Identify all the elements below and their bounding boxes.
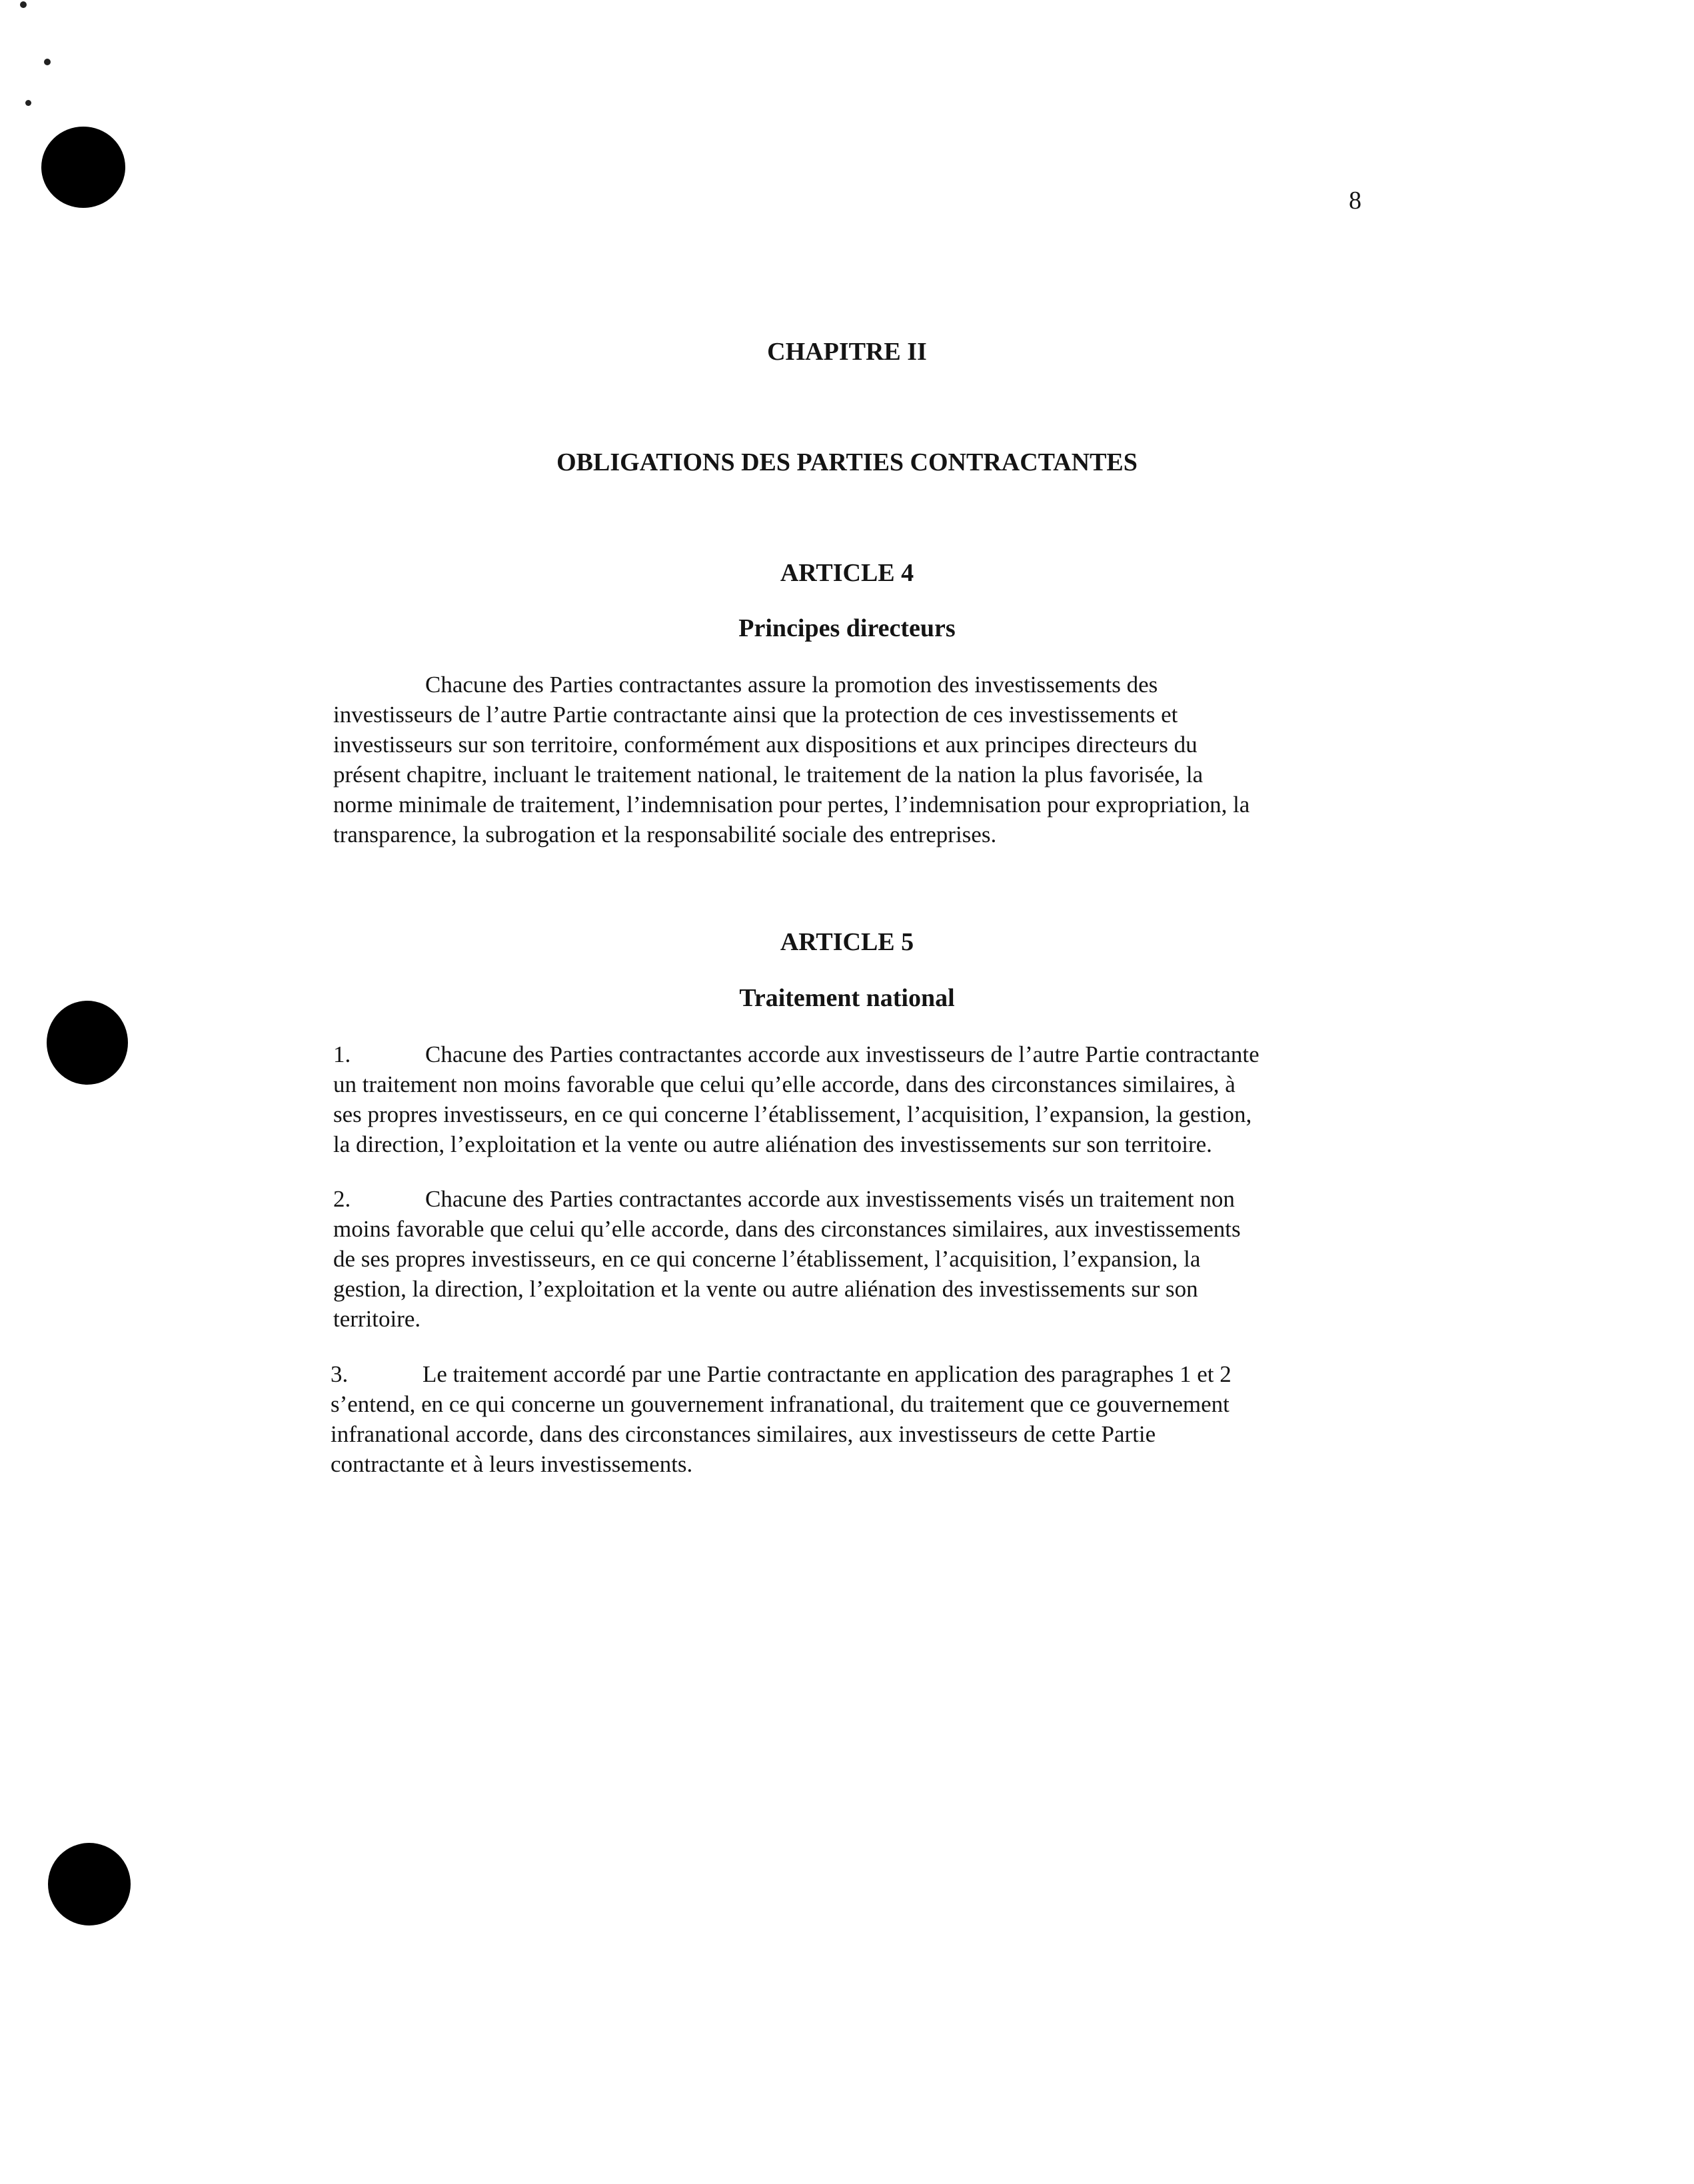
article-4-paragraph [333, 670, 1373, 849]
speck [44, 59, 51, 65]
text-line: infranational accorde, dans des circonstances similaires, aux investisseurs de cette Partie [331, 1421, 1156, 1447]
text-line: gestion, la direction, l’exploitation et la vente ou autre aliénation des investissements sur son [333, 1276, 1198, 1302]
text-line: transparence, la subrogation et la responsabilité sociale des entreprises. [333, 821, 997, 847]
article-4-title: ARTICLE 4 [780, 559, 914, 587]
text-line: de ses propres investisseurs, en ce qui concerne l’établissement, l’acquisition, l’expansion, la [333, 1246, 1201, 1272]
article-5-paragraph-2 [333, 1184, 1373, 1334]
article-5-paragraph-1 [333, 1039, 1373, 1159]
text-line: ses propres investisseurs, en ce qui concerne l’établissement, l’acquisition, l’expansion, la gestion, [333, 1101, 1252, 1127]
text-line: 3. Le traitement accordé par une Partie contractante en application des paragraphes 1 et 2 [331, 1359, 1370, 1389]
paragraph-number: 2. [333, 1186, 351, 1212]
speck [20, 1, 27, 8]
text-line: présent chapitre, incluant le traitement national, le traitement de la nation la plus favorisée, la [333, 762, 1204, 788]
text-line: moins favorable que celui qu’elle accorde, dans des circonstances similaires, aux investissements [333, 1216, 1241, 1242]
text-line: norme minimale de traitement, l’indemnisation pour pertes, l’indemnisation pour expropriation, la [333, 792, 1250, 818]
punch-hole-top [41, 127, 125, 208]
text-line: territoire. [333, 1306, 421, 1332]
paragraph-number: 3. [331, 1361, 349, 1387]
article-5-paragraph-3 [331, 1359, 1370, 1479]
text-line: investisseurs de l’autre Partie contractante ainsi que la protection de ces investissements et [333, 702, 1178, 728]
text-line: investisseurs sur son territoire, conformément aux dispositions et aux principes directeurs du [333, 732, 1198, 758]
speck [25, 100, 31, 106]
chapter-subtitle: OBLIGATIONS DES PARTIES CONTRACTANTES [556, 448, 1138, 476]
text-line: la direction, l’exploitation et la vente ou autre aliénation des investissements sur son territoire. [333, 1131, 1212, 1157]
article-5-title: ARTICLE 5 [780, 928, 914, 956]
article-4-heading: Principes directeurs [738, 614, 956, 642]
punch-hole-bottom [48, 1843, 131, 1925]
text-line: 1. Chacune des Parties contractantes accorde aux investisseurs de l’autre Partie contractante [333, 1039, 1373, 1069]
text-line: un traitement non moins favorable que celui qu’elle accorde, dans des circonstances similaires, à [333, 1071, 1236, 1097]
chapter-title: CHAPITRE II [767, 338, 927, 366]
text-line: s’entend, en ce qui concerne un gouvernement infranational, du traitement que ce gouvernement [331, 1391, 1230, 1417]
page-number: 8 [1349, 187, 1361, 215]
paragraph-number: 1. [333, 1041, 351, 1067]
text-line: 2. Chacune des Parties contractantes accorde aux investissements visés un traitement non [333, 1184, 1373, 1214]
article-5-heading: Traitement national [739, 984, 955, 1012]
text-line: contractante et à leurs investissements. [331, 1451, 693, 1477]
text-line: Chacune des Parties contractantes assure la promotion des investissements des [425, 672, 1158, 698]
